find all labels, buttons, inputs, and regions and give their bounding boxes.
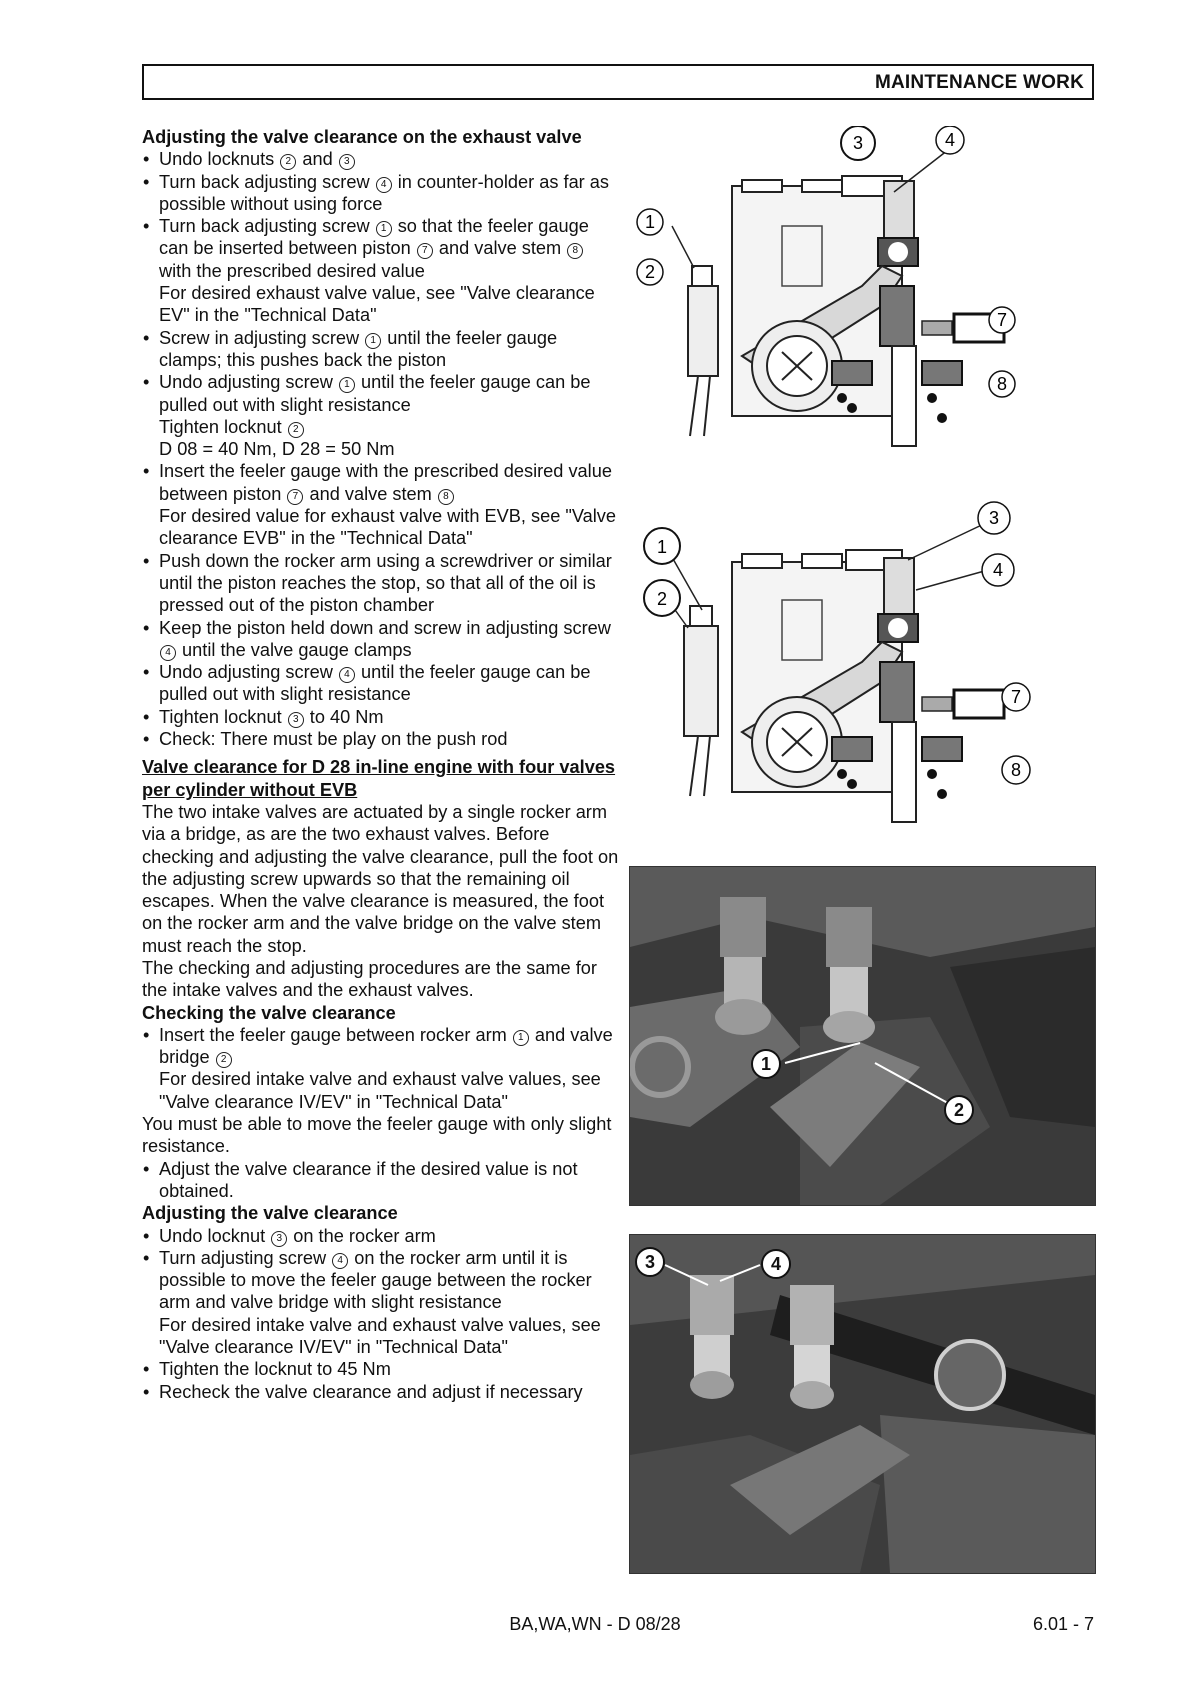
check-heading: Checking the valve clearance [142,1002,396,1023]
check-list [142,1024,620,1113]
section2-heading: Valve clearance for D 28 in-line engine with four valves per cylinder without EVB [142,757,616,800]
list-item: • Insert the feeler gauge between rocker arm 1 and valve bridge 2 [142,1024,620,1069]
note-evb: For desired value for exhaust valve with EVB, see "Valve clearance EVB" in the "Technical Data" [159,506,616,549]
list-item: • Turn back adjusting screw 4 in counter-holder as far as possible without using force [142,171,620,216]
diagram2-label-3: 3 [988,508,1000,528]
header-title: MAINTENANCE WORK [874,72,1084,93]
diagram2-label-8: 8 [1010,760,1022,780]
list-item: • Insert the feeler gauge with the prescribed desired value between piston 7 and valve stem 8 [142,460,620,505]
list-item: • Recheck the valve clearance and adjust if necessary [142,1381,620,1403]
diagram2-label-2: 2 [656,589,668,609]
section1-list [142,148,620,750]
adjust-heading: Adjusting the valve clearance [142,1203,398,1224]
footer-page-number: 6.01 - 7 [1032,1614,1094,1634]
diagram1-label-4: 4 [944,130,956,150]
list-item: • Tighten locknut 3 to 40 Nm [142,706,620,728]
check-para: You must be able to move the feeler gauge with only slight resistance. [142,1114,612,1157]
text-column [142,126,620,1403]
adjust-list [142,1225,620,1403]
section2-para1: The two intake valves are actuated by a single rocker arm via a bridge, as are the two exhaust valves. Before checking and adjusting the valve clearance, pull the foot on the adjusting screw upwards so that the remaining oil escapes. When the valve clearance is measured, the foot on the rocker arm and the valve bridge on the valve stem must reach the stop. [142,801,619,956]
section2-para2: The checking and adjusting procedures are the same for the intake valves and the exhaust valves. [142,957,597,1001]
diagram1-label-8: 8 [996,374,1008,394]
list-item: • Turn adjusting screw 4 on the rocker arm until it is possible to move the feeler gauge between the rocker arm and valve bridge with slight resistance [142,1247,620,1314]
list-item: • Screw in adjusting screw 1 until the feeler gauge clamps; this pushes back the piston [142,327,620,372]
list-item: • Undo locknuts 2 and 3 [142,148,620,170]
note-ev: For desired exhaust valve value, see "Valve clearance EV" in the "Technical Data" [159,283,595,326]
valve-diagram-2 [632,500,1052,830]
header-frame [142,64,1094,100]
adjust-note: For desired intake valve and exhaust valve values, see "Valve clearance IV/EV" in "Technical Data" [159,1314,601,1358]
list-item: • Undo locknut 3 on the rocker arm [142,1225,620,1247]
list-item: • Undo adjusting screw 1 until the feeler gauge can be pulled out with slight resistance [142,371,620,416]
engine-photo-1 [629,866,1096,1206]
torque-values: D 08 = 40 Nm, D 28 = 50 Nm [159,439,395,460]
list-item: • Undo adjusting screw 4 until the feeler gauge can be pulled out with slight resistance [142,661,620,706]
photo2-callout-3: 3 [635,1247,665,1277]
list-item: • Turn back adjusting screw 1 so that the feeler gauge can be inserted between piston 7 and valve stem 8 with the prescribed desired value [142,215,620,282]
diagram1-label-2: 2 [644,262,656,282]
diagram1-label-3: 3 [852,133,864,153]
list-item: • Tighten the locknut to 45 Nm [142,1358,620,1380]
diagram2-label-7: 7 [1010,687,1022,707]
photo2-callout-4: 4 [761,1249,791,1279]
photo1-callout-2: 2 [944,1095,974,1125]
section1-heading: Adjusting the valve clearance on the exhaust valve [142,127,582,147]
photo1-callout-1: 1 [751,1049,781,1079]
engine-photo-2 [629,1234,1096,1574]
diagram1-label-1: 1 [644,212,656,232]
diagram1-label-7: 7 [996,310,1008,330]
diagram2-label-1: 1 [656,537,668,557]
footer-document-id: BA,WA,WN - D 08/28 [509,1614,681,1634]
check-list-2 [142,1158,620,1203]
list-item: • Adjust the valve clearance if the desired value is not obtained. [142,1158,620,1203]
diagram2-label-4: 4 [992,560,1004,580]
check-note: For desired intake valve and exhaust valve values, see "Valve clearance IV/EV" in "Technical Data" [159,1069,601,1112]
tighten-note: Tighten locknut 2 [142,416,620,438]
list-item: • Push down the rocker arm using a screwdriver or similar until the piston reaches the stop, so that all of the oil is pressed out of the piston chamber [142,550,620,617]
list-item: • Keep the piston held down and screw in adjusting screw 4 until the valve gauge clamps [142,617,620,662]
valve-diagram-1 [632,126,1052,456]
list-item: • Check: There must be play on the push rod [142,728,620,750]
